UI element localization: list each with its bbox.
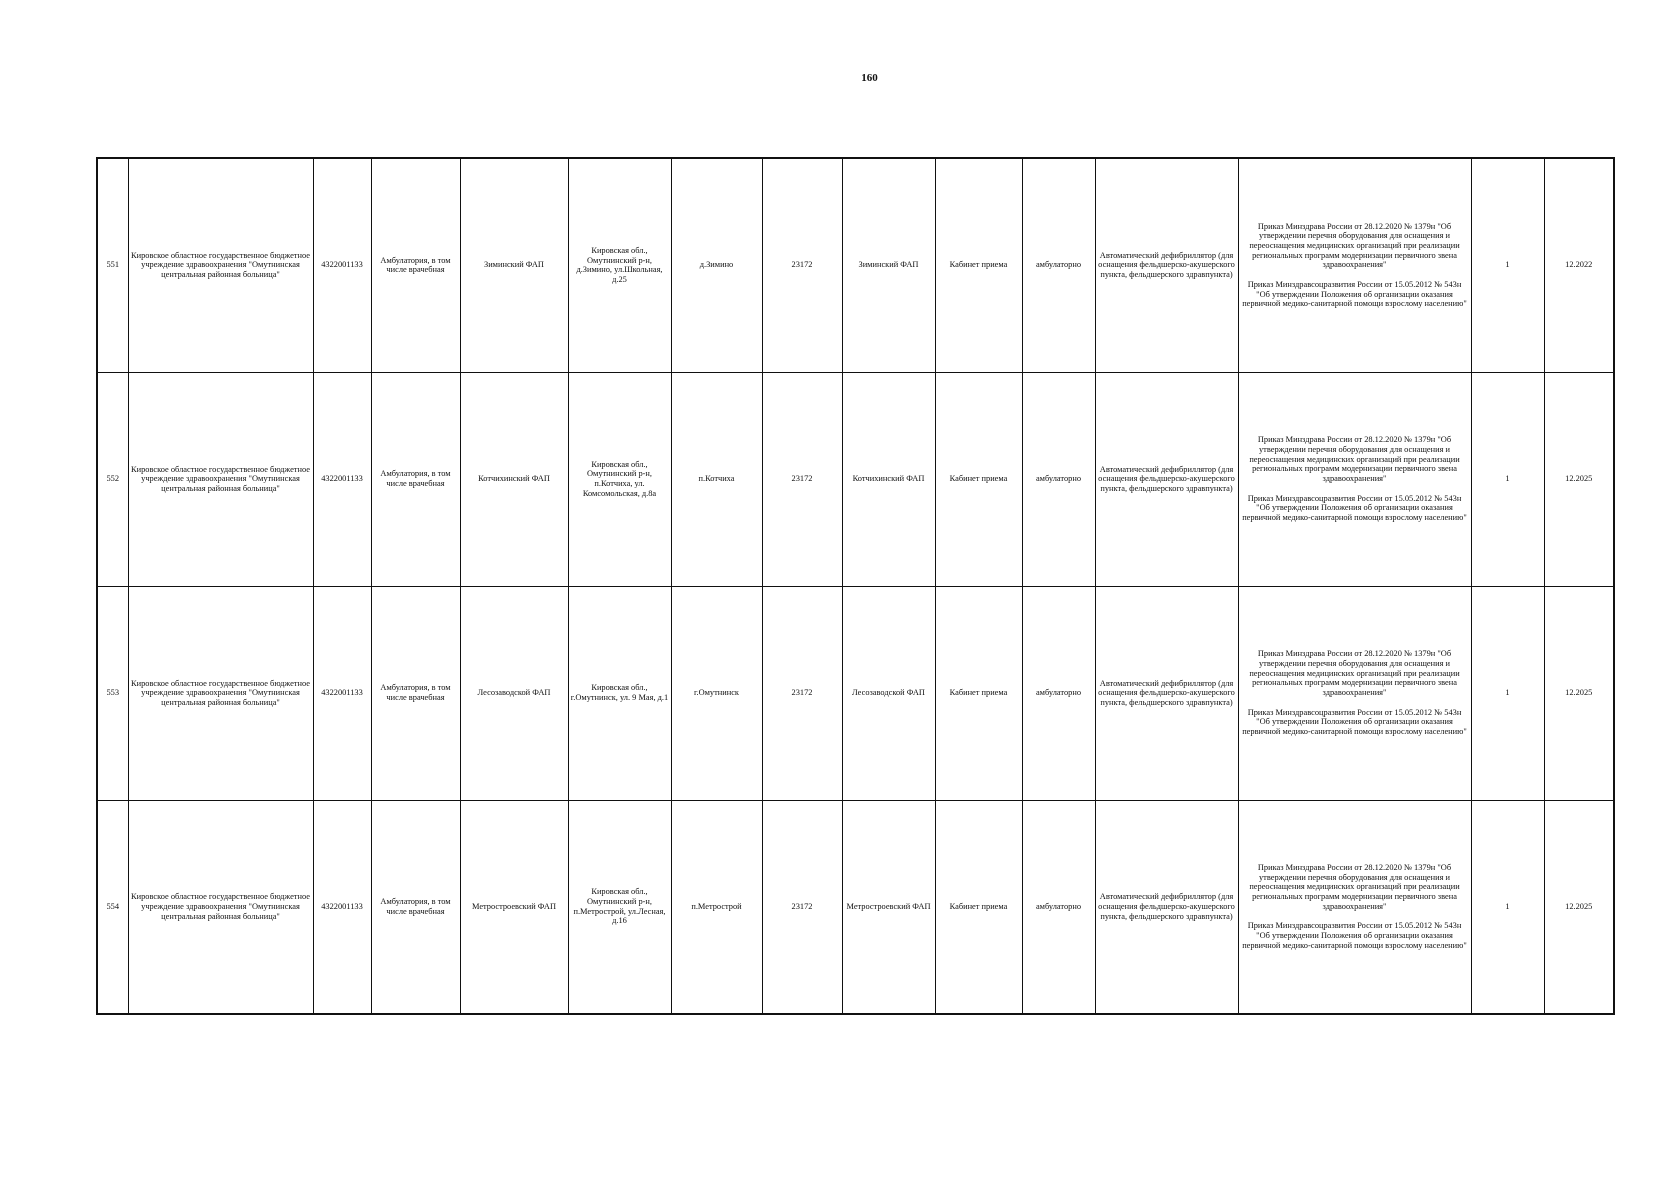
table-row <box>97 158 1614 372</box>
care-condition: амбулаторно <box>1022 586 1095 800</box>
organization-name: Кировское областное государственное бюджетное учреждение здравоохранения "Омутнинская центральная районная больница" <box>128 158 313 372</box>
territory-code: 23172 <box>762 372 842 586</box>
row-number: 552 <box>97 372 128 586</box>
unit-name-repeat: Метростроевский ФАП <box>842 800 935 1014</box>
facility-type: Амбулатория, в том числе врачебная <box>371 800 460 1014</box>
regulatory-document-2: Приказ Минздравсоцразвития России от 15.05.2012 № 543н "Об утверждении Положения об организации оказания первичной медико-санитарной помощи взрослому населению" <box>1242 493 1467 522</box>
equipment-table <box>96 157 1615 1015</box>
row-number: 553 <box>97 586 128 800</box>
table-row <box>97 372 1614 586</box>
quantity: 1 <box>1471 158 1544 372</box>
delivery-date: 12.2025 <box>1544 586 1614 800</box>
row-number: 551 <box>97 158 128 372</box>
room-name: Кабинет приема <box>935 586 1022 800</box>
table-row <box>97 586 1614 800</box>
care-condition: амбулаторно <box>1022 800 1095 1014</box>
equipment-name: Автоматический дефибриллятор (для оснащения фельдшерско-акушерского пункта, фельдшерского здравпункта) <box>1095 372 1238 586</box>
quantity: 1 <box>1471 372 1544 586</box>
locality: п.Котчиха <box>671 372 762 586</box>
unit-address: Кировская обл., г.Омутнинск, ул. 9 Мая, д.1 <box>568 586 671 800</box>
unit-address: Кировская обл., Омутнинский р-н, п.Метрострой, ул.Лесная, д.16 <box>568 800 671 1014</box>
territory-code: 23172 <box>762 586 842 800</box>
equipment-name: Автоматический дефибриллятор (для оснащения фельдшерско-акушерского пункта, фельдшерского здравпункта) <box>1095 586 1238 800</box>
territory-code: 23172 <box>762 158 842 372</box>
organization-code: 4322001133 <box>313 158 371 372</box>
unit-address: Кировская обл., Омутнинский р-н, д.Зимино, ул.Школьная, д.25 <box>568 158 671 372</box>
organization-code: 4322001133 <box>313 800 371 1014</box>
regulatory-document-1: Приказ Минздрава России от 28.12.2020 № 1379н "Об утверждении перечня оборудования для оснащения и переоснащения медицинских организаций при реализации региональных программ модернизации первичного звена здравоохранения" <box>1249 649 1460 697</box>
unit-name: Котчихинский ФАП <box>460 372 568 586</box>
facility-type: Амбулатория, в том числе врачебная <box>371 158 460 372</box>
quantity: 1 <box>1471 800 1544 1014</box>
unit-name: Метростроевский ФАП <box>460 800 568 1014</box>
organization-name: Кировское областное государственное бюджетное учреждение здравоохранения "Омутнинская центральная районная больница" <box>128 372 313 586</box>
delivery-date: 12.2025 <box>1544 800 1614 1014</box>
organization-code: 4322001133 <box>313 372 371 586</box>
unit-name-repeat: Зиминский ФАП <box>842 158 935 372</box>
locality: г.Омутнинск <box>671 586 762 800</box>
regulatory-document-1: Приказ Минздрава России от 28.12.2020 № 1379н "Об утверждении перечня оборудования для оснащения и переоснащения медицинских организаций при реализации региональных программ модернизации первичного звена здравоохранения" <box>1249 221 1460 270</box>
quantity: 1 <box>1471 586 1544 800</box>
locality: д.Зимино <box>671 158 762 372</box>
facility-type: Амбулатория, в том числе врачебная <box>371 372 460 586</box>
unit-address: Кировская обл., Омутнинский р-н, п.Котчиха, ул. Комсомольская, д.8а <box>568 372 671 586</box>
room-name: Кабинет приема <box>935 800 1022 1014</box>
care-condition: амбулаторно <box>1022 158 1095 372</box>
unit-name-repeat: Лесозаводской ФАП <box>842 586 935 800</box>
regulatory-documents <box>1238 372 1471 586</box>
regulatory-documents <box>1238 800 1471 1014</box>
regulatory-documents <box>1238 158 1471 372</box>
delivery-date: 12.2025 <box>1544 372 1614 586</box>
regulatory-document-1: Приказ Минздрава России от 28.12.2020 № 1379н "Об утверждении перечня оборудования для оснащения и переоснащения медицинских организаций при реализации региональных программ модернизации первичного звена здравоохранения" <box>1249 863 1460 911</box>
room-name: Кабинет приема <box>935 372 1022 586</box>
unit-name: Лесозаводской ФАП <box>460 586 568 800</box>
unit-name: Зиминский ФАП <box>460 158 568 372</box>
organization-name: Кировское областное государственное бюджетное учреждение здравоохранения "Омутнинская центральная районная больница" <box>128 586 313 800</box>
equipment-name: Автоматический дефибриллятор (для оснащения фельдшерско-акушерского пункта, фельдшерского здравпункта) <box>1095 800 1238 1014</box>
care-condition: амбулаторно <box>1022 372 1095 586</box>
regulatory-document-2: Приказ Минздравсоцразвития России от 15.05.2012 № 543н "Об утверждении Положения об организации оказания первичной медико-санитарной помощи взрослому населению" <box>1242 707 1467 736</box>
row-number: 554 <box>97 800 128 1014</box>
table-body <box>97 158 1614 1014</box>
organization-code: 4322001133 <box>313 586 371 800</box>
regulatory-document-2: Приказ Минздравсоцразвития России от 15.05.2012 № 543н "Об утверждении Положения об организации оказания первичной медико-санитарной помощи взрослому населению" <box>1242 279 1467 309</box>
facility-type: Амбулатория, в том числе врачебная <box>371 586 460 800</box>
room-name: Кабинет приема <box>935 158 1022 372</box>
regulatory-document-1: Приказ Минздрава России от 28.12.2020 № 1379н "Об утверждении перечня оборудования для оснащения и переоснащения медицинских организаций при реализации региональных программ модернизации первичного звена здравоохранения" <box>1249 435 1460 483</box>
territory-code: 23172 <box>762 800 842 1014</box>
regulatory-document-2: Приказ Минздравсоцразвития России от 15.05.2012 № 543н "Об утверждении Положения об организации оказания первичной медико-санитарной помощи взрослому населению" <box>1242 921 1467 950</box>
delivery-date: 12.2022 <box>1544 158 1614 372</box>
regulatory-documents <box>1238 586 1471 800</box>
page-number: 160 <box>861 72 878 84</box>
unit-name-repeat: Котчихинский ФАП <box>842 372 935 586</box>
equipment-name: Автоматический дефибриллятор (для оснащения фельдшерско-акушерского пункта, фельдшерского здравпункта) <box>1095 158 1238 372</box>
locality: п.Метрострой <box>671 800 762 1014</box>
table-row <box>97 800 1614 1014</box>
organization-name: Кировское областное государственное бюджетное учреждение здравоохранения "Омутнинская центральная районная больница" <box>128 800 313 1014</box>
